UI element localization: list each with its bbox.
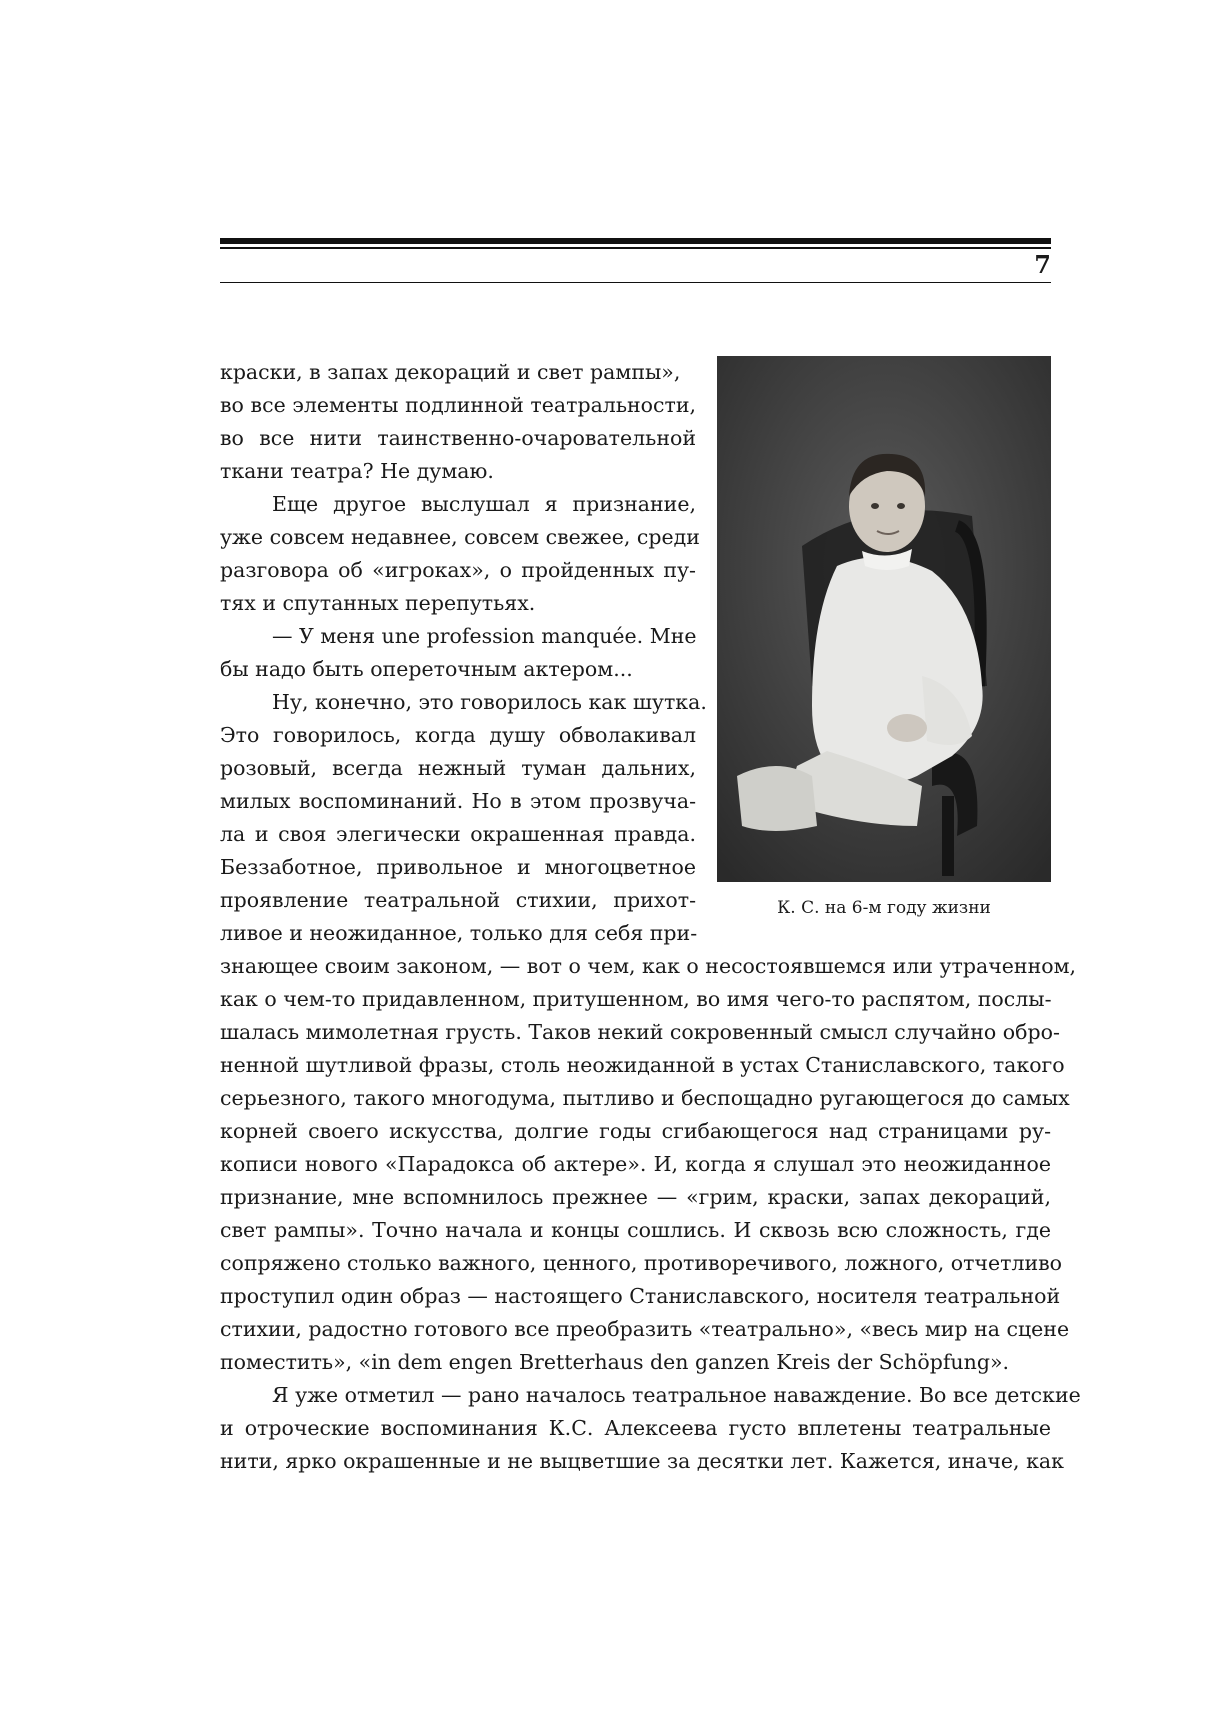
text-line: поместить», «in dem engen Bretterhaus den ganzen Kreis der Schöpfung». [220, 1350, 1009, 1374]
text-line: Я уже отметил — рано началось театральное наваждение. Во все детские [272, 1383, 1081, 1407]
text-line: сопряжено столько важного, ценного, противоречивого, ложного, отчетливо [220, 1251, 1063, 1275]
text-line: признание, мне вспомнилось прежнее — «грим, краски, запах декораций, [220, 1185, 1051, 1209]
header-rule-thick [220, 238, 1051, 244]
text-line: проступил один образ — настоящего Станиславского, носителя театральной [220, 1284, 1061, 1308]
text-line: Это говорилось, когда душу обволакивал [220, 723, 696, 747]
text-line: знающее своим законом, — вот о чем, как о несостоявшемся или утраченном, [220, 954, 1077, 978]
text-line: во все нити таинственно-очаровательной [220, 426, 696, 450]
text-line: розовый, всегда нежный туман дальних, [220, 756, 696, 780]
text-line: разговора об «игроках», о пройденных пу- [220, 558, 696, 582]
text-line: нити, ярко окрашенные и не выцветшие за десятки лет. Кажется, иначе, как [220, 1449, 1064, 1473]
text-line: стихии, радостно готового все преобразить «театрально», «весь мир на сцене [220, 1317, 1070, 1341]
photo-caption: К. С. на 6-м году жизни [777, 898, 991, 918]
text-line: шалась мимолетная грусть. Таков некий сокровенный смысл случайно обро- [220, 1020, 1060, 1044]
text-line: ла и своя элегически окрашенная правда. [220, 822, 696, 846]
text-line: кописи нового «Парадокса об актере». И, когда я слушал это неожиданное [220, 1152, 1051, 1176]
text-line: Еще другое выслушал я признание, [272, 492, 696, 516]
text-line: проявление театральной стихии, прихот- [220, 888, 696, 912]
text-line: ненной шутливой фразы, столь неожиданной в устах Станиславского, такого [220, 1053, 1065, 1077]
text-line: и отроческие воспоминания К.С. Алексеева густо вплетены театральные [220, 1416, 1051, 1440]
header-rule-double [220, 247, 1051, 249]
page-number: 7 [1034, 250, 1051, 279]
text-line: ливое и неожиданное, только для себя при- [220, 921, 698, 945]
child-portrait-photo [717, 356, 1051, 882]
text-line: ткани театра? Не думаю. [220, 459, 494, 483]
text-line: бы надо быть опереточным актером... [220, 657, 633, 681]
text-line: серьезного, такого многодума, пытливо и беспощадно ругающегося до самых [220, 1086, 1070, 1110]
text-line: Беззаботное, привольное и многоцветное [220, 855, 696, 879]
header-rule-thin [220, 282, 1051, 283]
text-line: милых воспоминаний. Но в этом прозвуча- [220, 789, 696, 813]
text-line: краски, в запах декораций и свет рампы», [220, 360, 681, 384]
text-line: — У меня une profession manquée. Мне [272, 624, 697, 648]
text-line: тях и спутанных перепутьях. [220, 591, 536, 615]
text-line: во все элементы подлинной театральности, [220, 393, 696, 417]
text-line: корней своего искусства, долгие годы сгибающегося над страницами ру- [220, 1119, 1051, 1143]
text-line: Ну, конечно, это говорилось как шутка. [272, 690, 707, 714]
text-line: уже совсем недавнее, совсем свежее, среди [220, 525, 700, 549]
text-line: свет рампы». Точно начала и концы сошлись. И сквозь всю сложность, где [220, 1218, 1051, 1242]
text-line: как о чем-то придавленном, притушенном, во имя чего-то распятом, послы- [220, 987, 1052, 1011]
